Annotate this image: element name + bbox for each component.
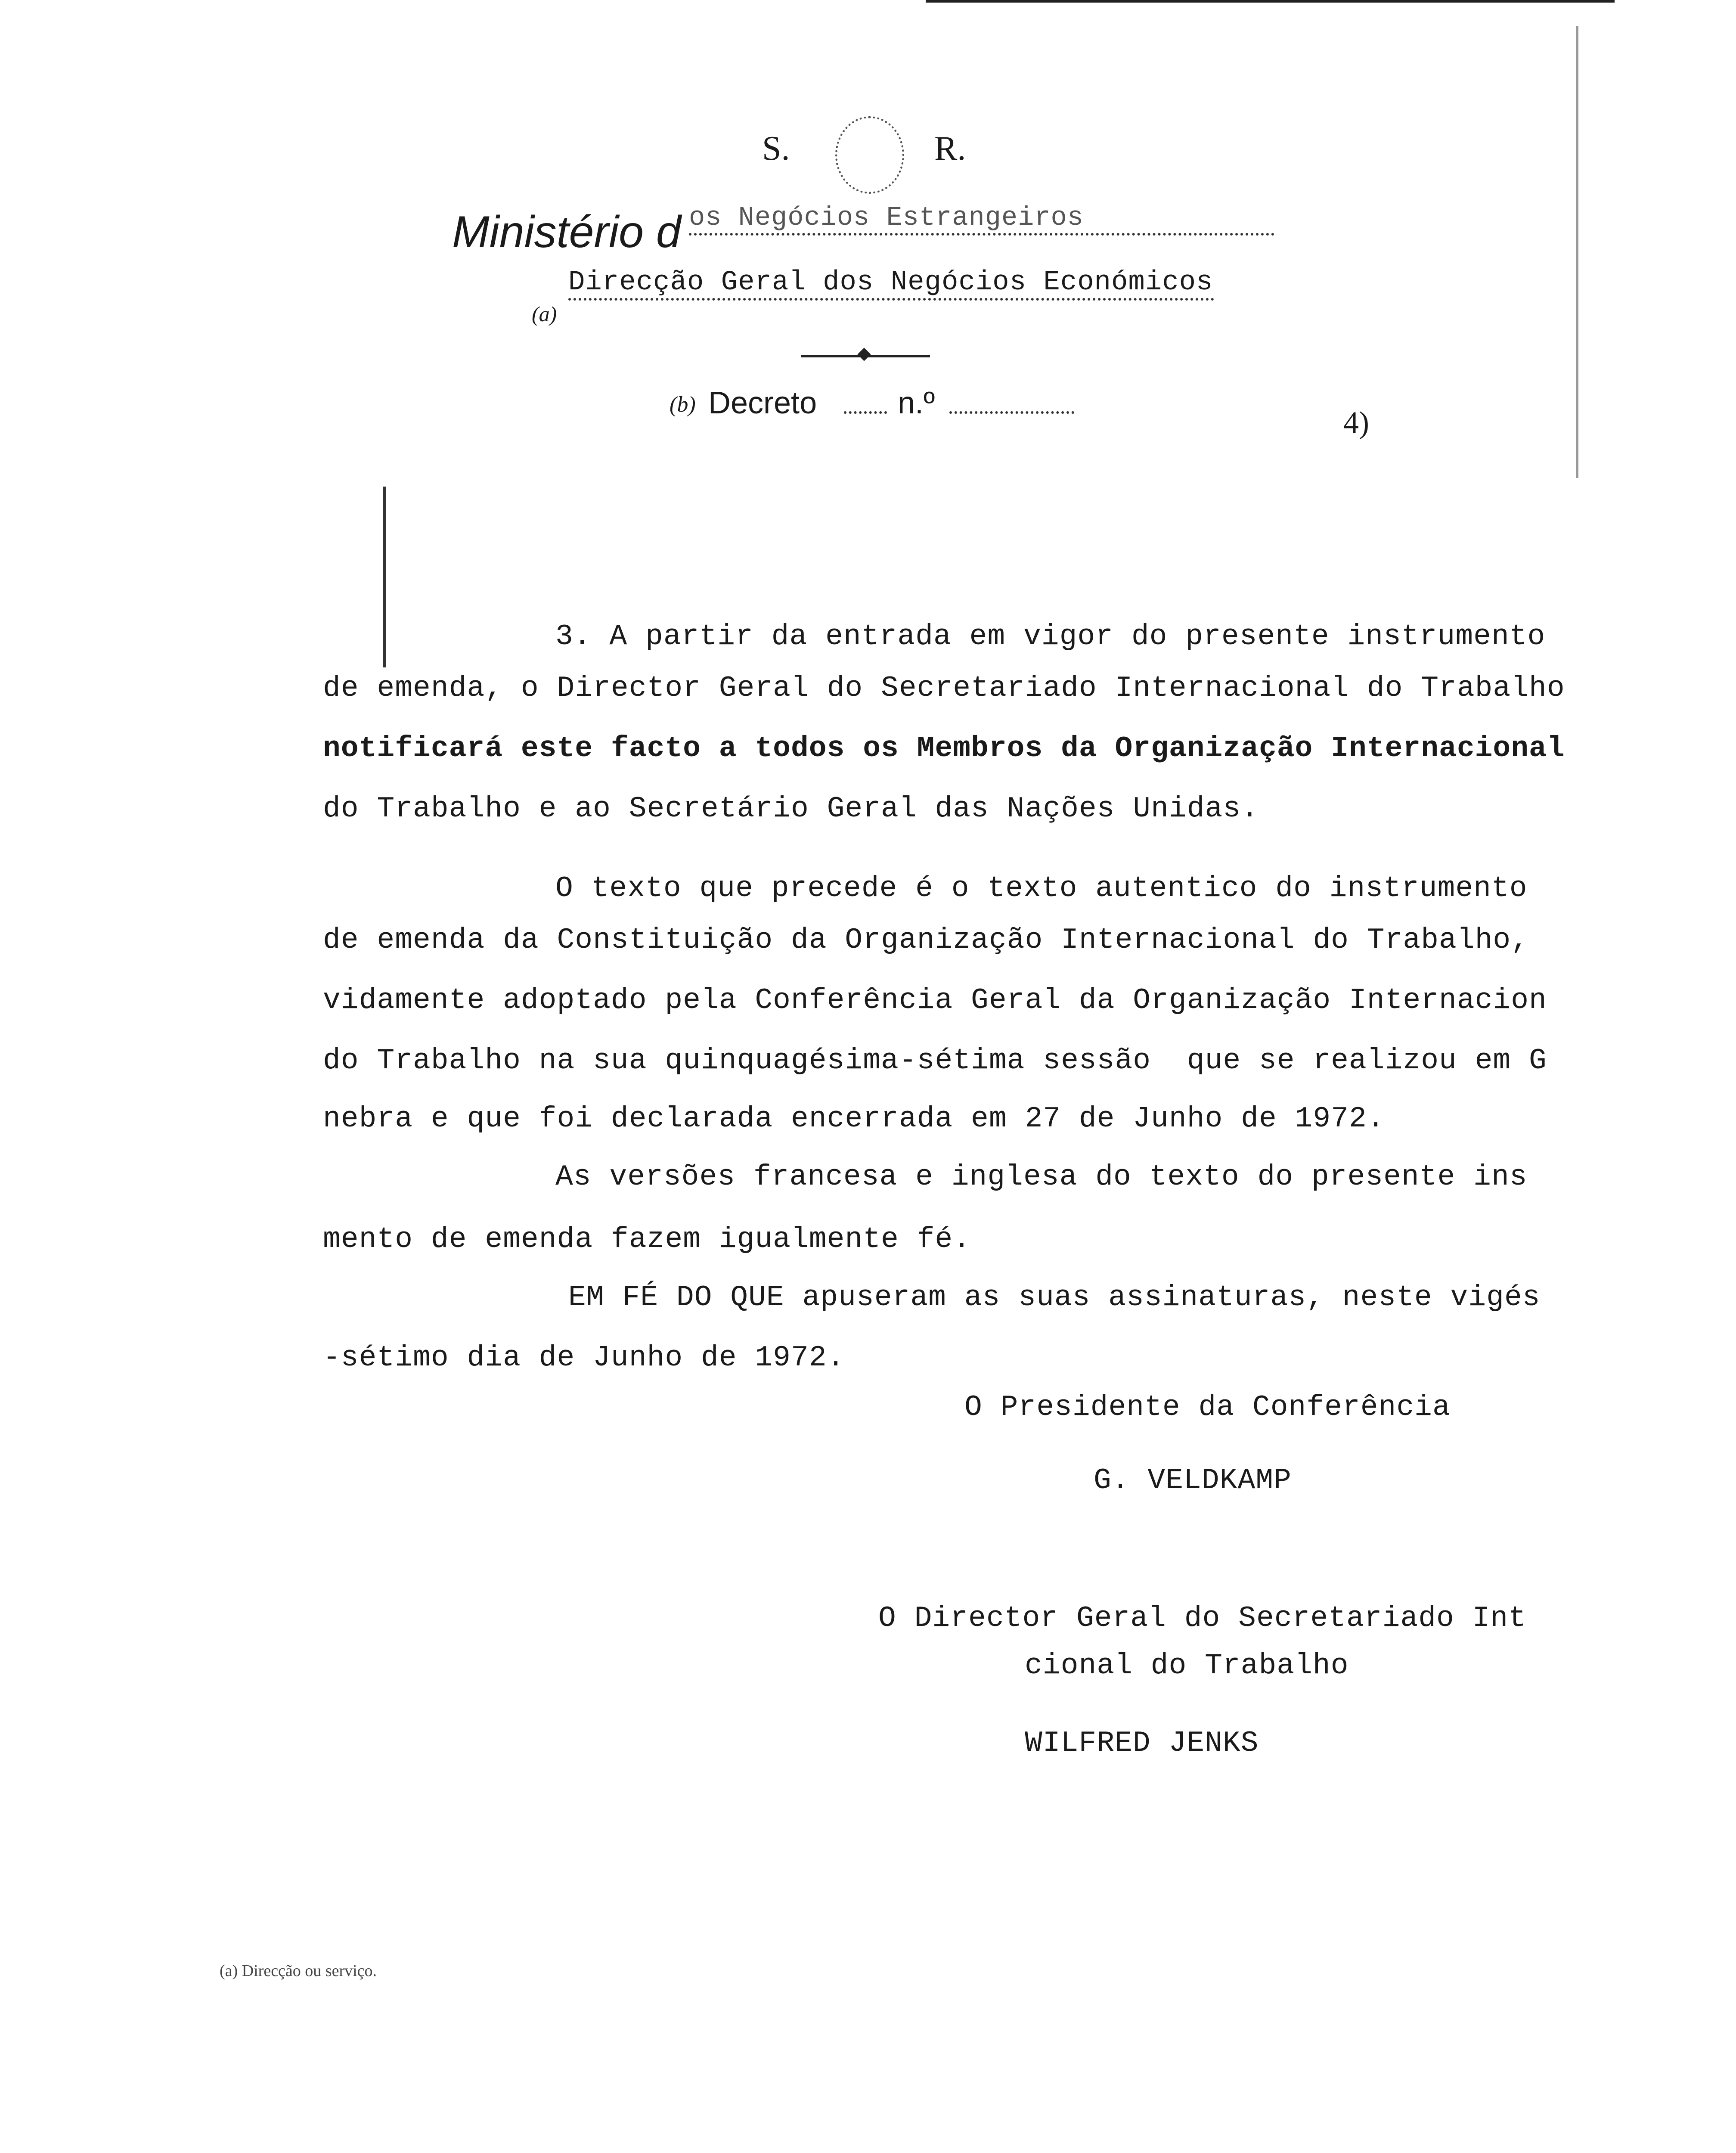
- body-line: do Trabalho na sua quinquagésima-sétima sessão que se realizou em G: [323, 1044, 1547, 1077]
- body-line: EM FÉ DO QUE apuseram as suas assinaturas, neste vigés: [568, 1281, 1541, 1314]
- president-name: G. VELDKAMP: [1094, 1464, 1292, 1497]
- footnote: (a) Direcção ou serviço.: [220, 1962, 377, 1980]
- ministry-label: Ministério d: [452, 207, 681, 257]
- director-name: WILFRED JENKS: [1025, 1727, 1259, 1760]
- scan-edge-mark: [1576, 26, 1578, 478]
- divider-diamond-icon: [857, 347, 871, 361]
- body-line: de emenda da Constituição da Organização Internacional do Trabalho,: [323, 924, 1529, 957]
- direction-value: Direcção Geral dos Negócios Económicos: [568, 267, 1214, 301]
- body-line: 3. A partir da entrada em vigor do presente instrumento: [555, 620, 1546, 653]
- director-title-line-1: O Director Geral do Secretariado Int: [878, 1602, 1527, 1635]
- body-line: -sétimo dia de Junho de 1972.: [323, 1341, 845, 1374]
- emblem-letter-right: R.: [934, 130, 966, 168]
- direction-marker: (a): [532, 302, 557, 326]
- decree-number-blank: [949, 411, 1074, 414]
- decree-marker: (b): [670, 392, 696, 417]
- scan-edge-line: [926, 0, 1615, 3]
- president-title: O Presidente da Conferência: [964, 1391, 1451, 1424]
- body-line: de emenda, o Director Geral do Secretariado Internacional do Trabalho: [323, 672, 1565, 705]
- margin-line: [383, 487, 386, 667]
- coat-of-arms-emblem: [835, 116, 904, 194]
- body-line: As versões francesa e inglesa do texto do presente ins: [555, 1160, 1528, 1194]
- number-label: n.º: [898, 386, 935, 420]
- body-line: mento de emenda fazem igualmente fé.: [323, 1223, 971, 1256]
- ministry-value: os Negócios Estrangeiros: [689, 202, 1274, 236]
- director-title-line-2: cional do Trabalho: [1025, 1649, 1349, 1682]
- emblem-letter-left: S.: [762, 130, 790, 168]
- body-line: nebra e que foi declarada encerrada em 27 de Junho de 1972.: [323, 1102, 1385, 1135]
- body-line: vidamente adoptado pela Conferência Geral da Organização Internacion: [323, 984, 1547, 1017]
- page-number: 4): [1343, 405, 1369, 440]
- body-line: do Trabalho e ao Secretário Geral das Nações Unidas.: [323, 792, 1259, 825]
- decree-type-blank: [844, 411, 887, 414]
- body-line: O texto que precede é o texto autentico do instrumento: [555, 872, 1528, 905]
- body-line: notificará este facto a todos os Membros da Organização Internacional: [323, 732, 1565, 765]
- decree-label: Decreto: [708, 386, 817, 420]
